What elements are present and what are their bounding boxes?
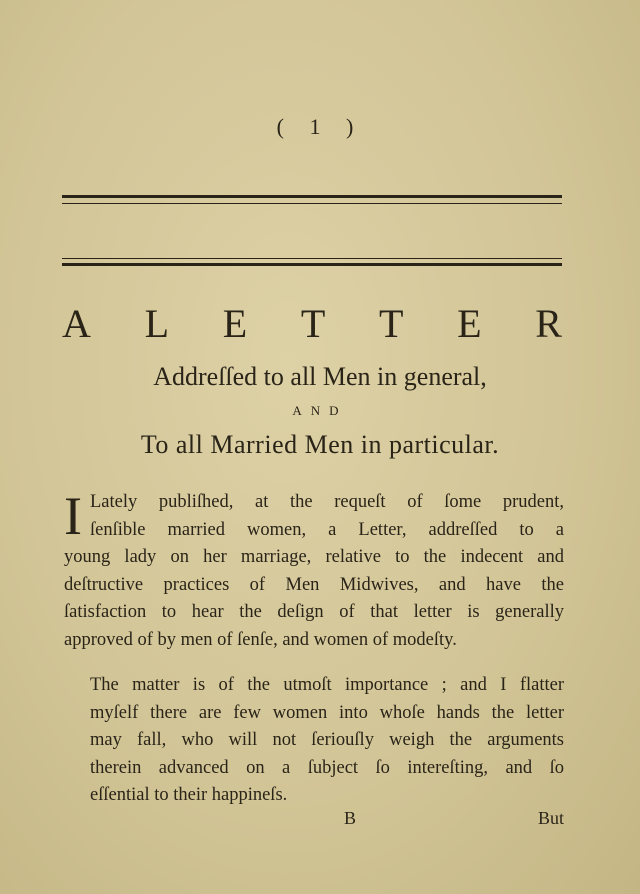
title-letter: T (379, 301, 404, 346)
catchword: But (537, 808, 564, 828)
title (62, 300, 562, 348)
text-line: may fall, who will not ſeriouſly weigh the arguments (90, 730, 564, 750)
page-number: ( 1 ) (276, 114, 364, 139)
text-line: ſatisfaction to hear the deſign of that letter is generally (64, 602, 564, 622)
header-rule-thick (62, 195, 562, 198)
text-line: ſenſible married women, a Letter, addreſſed to a (89, 519, 564, 540)
signature-mark: B (344, 808, 357, 828)
title-letter: E (457, 301, 482, 346)
drop-cap: I (64, 486, 82, 546)
title-letter: R (535, 301, 562, 346)
paragraph-1 (64, 486, 564, 654)
title-letter: A (62, 301, 91, 346)
header-rule-thin-lower (62, 258, 562, 259)
text-line: eſſential to their happineſs. (90, 785, 288, 805)
title-letter: L (144, 301, 170, 346)
text-line: Lately publiſhed, at the requeſt of ſome prudent, (89, 492, 564, 512)
subtitle-particular: To all Married Men in particular. (140, 430, 500, 459)
paragraph-2 (64, 672, 564, 810)
subtitle-general: Addreſſed to all Men in general, (153, 362, 487, 391)
subtitle-and: AND (292, 403, 348, 418)
text-line: myſelf there are few women into whoſe hands the letter (90, 702, 564, 723)
text-line: deſtructive practices of Men Midwives, and have the (64, 574, 564, 595)
header-rule-thick-lower (62, 263, 562, 266)
text-line: The matter is of the utmoſt importance ; and I flatter (90, 675, 564, 695)
text-line: therein advanced on a ſubject ſo intereſting, and ſo (90, 757, 564, 778)
title-letter: T (300, 301, 326, 346)
text-line: approved of by men of ſenſe, and women of modeſty. (64, 629, 457, 650)
title-letter: E (222, 301, 248, 346)
text-line: young lady on her marriage, relative to the indecent and (64, 547, 564, 567)
header-rule-thin (62, 203, 562, 204)
